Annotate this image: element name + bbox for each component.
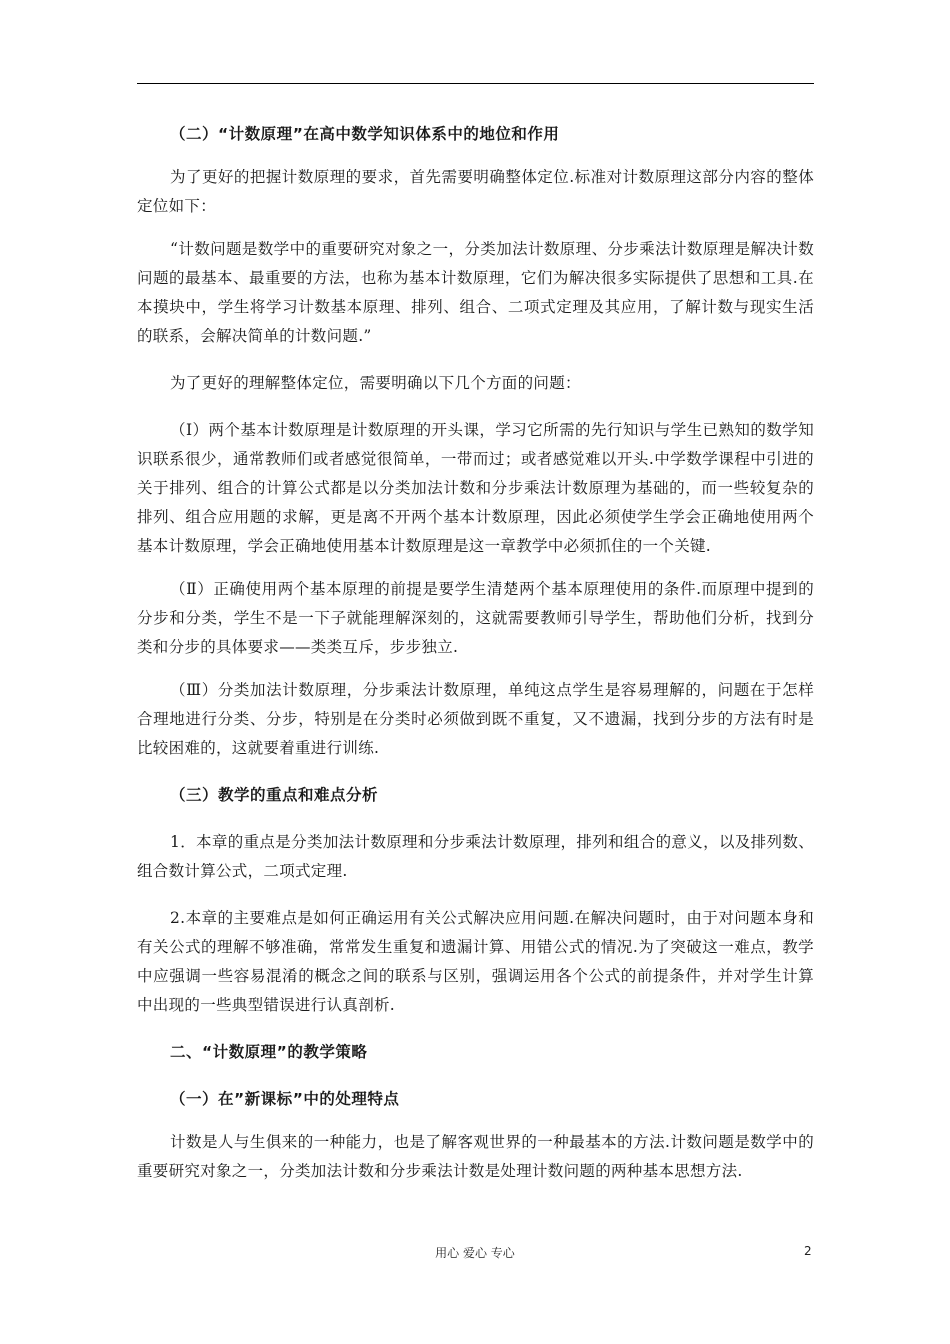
section-heading-position-role: （二）“计数原理”在高中数学知识体系中的地位和作用 (170, 125, 560, 143)
chapter-heading-teaching-strategy: 二、“计数原理”的教学策略 (170, 1043, 368, 1061)
issue-item-3: （Ⅲ）分类加法计数原理，分步乘法计数原理，单纯这点学生是容易理解的，问题在于怎样合理地进行分类、分步，特别是在分类时必须做到既不重复，又不遗漏，找到分步的方法有时是比较困难的，这就要着重进行训练. (137, 681, 814, 757)
key-point-2: 2.本章的主要难点是如何正确运用有关公式解决应用问题.在解决问题时，由于对问题本身和有关公式的理解不够准确，常常发生重复和遗漏计算、用错公式的情况.为了突破这一难点，教学中应强调一些容易混淆的概念之间的联系与区别，强调运用各个公式的前提条件，并对学生计算中出现的一些典型错误进行认真剖析. (137, 909, 814, 1014)
paragraph-counting-ability: 计数是人与生俱来的一种能力，也是了解客观世界的一种最基本的方法.计数问题是数学中的重要研究对象之一，分类加法计数和分步乘法计数是处理计数问题的两种基本思想方法. (137, 1133, 814, 1180)
paragraph-overall-positioning: 为了更好的把握计数原理的要求，首先需要明确整体定位.标准对计数原理这部分内容的整体定位如下： (137, 168, 814, 215)
section-heading-key-difficult-points: （三）教学的重点和难点分析 (170, 786, 379, 804)
paragraph-issues-intro: 为了更好的理解整体定位，需要明确以下几个方面的问题： (170, 374, 581, 392)
header-rule (137, 83, 814, 84)
quote-standard-definition: “计数问题是数学中的重要研究对象之一，分类加法计数原理、分步乘法计数原理是解决计数问题的最基本、最重要的方法，也称为基本计数原理，它们为解决很多实际提供了思想和工具.在本摸块中，学生将学习计数基本原理、排列、组合、二项式定理及其应用，了解计数与现实生活的联系，会解决简单的计数问题.” (137, 240, 814, 345)
page-number: 2 (804, 1244, 812, 1258)
issue-item-1: （Ⅰ）两个基本计数原理是计数原理的开头课，学习它所需的先行知识与学生已熟知的数学知识联系很少，通常教师们或者感觉很简单，一带而过；或者感觉难以开头.中学数学课程中引进的关于排列、组合的计算公式都是以分类加法计数和分步乘法计数原理为基础的，而一些较复杂的排列、组合应用题的求解，更是离不开两个基本计数原理，因此必须使学生学会正确地使用两个基本计数原理，学会正确地使用基本计数原理是这一章教学中必须抓住的一个关键. (137, 421, 814, 555)
document-body (137, 120, 814, 1186)
key-point-1: 1．本章的重点是分类加法计数原理和分步乘法计数原理，排列和组合的意义，以及排列数、组合数计算公式，二项式定理. (137, 833, 814, 880)
section-heading-new-curriculum: （一）在”新课标”中的处理特点 (170, 1090, 400, 1108)
footer-slogan: 用心 爱心 专心 (435, 1246, 515, 1260)
issue-item-2: （Ⅱ）正确使用两个基本原理的前提是要学生清楚两个基本原理使用的条件.而原理中提到的分步和分类，学生不是一下子就能理解深刻的，这就需要教师引导学生，帮助他们分析，找到分类和分步的具体要求——类类互斥，步步独立. (137, 580, 814, 656)
